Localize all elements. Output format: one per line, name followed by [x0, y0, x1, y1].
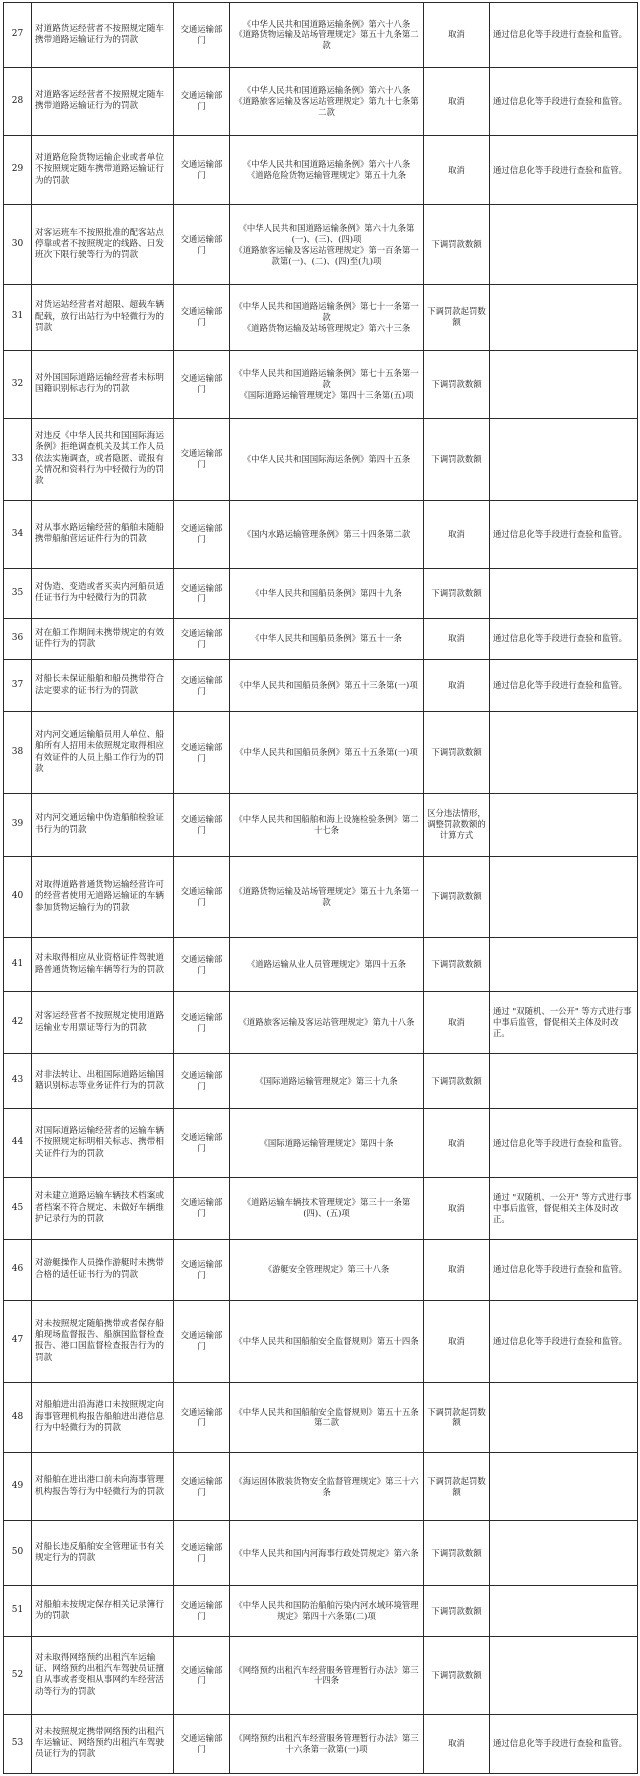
- legal-basis-cell: 《中华人民共和国船舶和海上设施检验条例》第二十七条: [230, 794, 424, 857]
- table-row: [4, 1453, 638, 1521]
- legal-basis-cell: 《网络预约出租汽车经营服务管理暂行办法》第三十四条: [230, 1637, 424, 1714]
- legal-basis-cell: 《网络预约出租汽车经营服务管理暂行办法》第三十六条第一款第(一)项: [230, 1714, 424, 1773]
- department-cell: 交通运输部门: [174, 1637, 230, 1714]
- row-number-cell: 39: [4, 794, 32, 857]
- department-cell: 交通运输部门: [174, 794, 230, 857]
- row-number-cell: 47: [4, 1300, 32, 1382]
- legal-basis-cell: 《中华人民共和国船舶安全监督规则》第五十五条第二款: [230, 1382, 424, 1452]
- legal-basis-cell: 《中华人民共和国国际海运条例》第四十五条: [230, 418, 424, 500]
- row-number-cell: 42: [4, 991, 32, 1054]
- row-number-cell: 38: [4, 712, 32, 794]
- legal-basis-cell: 《中华人民共和国道路运输条例》第七十五条第一款 《国际道路运输管理规定》第四十三条第(五)项: [230, 350, 424, 418]
- row-number-cell: 50: [4, 1521, 32, 1586]
- table-row: [4, 205, 638, 285]
- table-row: [4, 284, 638, 350]
- penalty-item-cell: 对伪造、变造或者买卖内河船员适任证书行为中轻微行为的罚款: [32, 568, 174, 618]
- department-cell: 交通运输部门: [174, 1453, 230, 1521]
- penalty-item-cell: 对外国国际道路运输经营者未标明国籍识别标志行为的罚款: [32, 350, 174, 418]
- table-row: [4, 1637, 638, 1714]
- penalty-item-cell: 对船舶进出沿海港口未按照规定向海事管理机构报告船舶进出港信息行为中轻微行为的罚款: [32, 1382, 174, 1452]
- supervision-measure-cell: 通过信息化等手段进行查验和监管。: [490, 3, 638, 68]
- row-number-cell: 48: [4, 1382, 32, 1452]
- legal-basis-cell: 《中华人民共和国船员条例》第五十一条: [230, 618, 424, 659]
- penalty-item-cell: 对内河交通运输船员用人单位、船舶所有人招用未依照规定取得相应有效证件的人员上船工作行为的罚款: [32, 712, 174, 794]
- penalty-item-cell: 对内河交通运输中伪造船舶检验证书行为的罚款: [32, 794, 174, 857]
- row-number-cell: 40: [4, 856, 32, 938]
- table-row: [4, 1382, 638, 1452]
- penalty-adjustment-table: [3, 2, 638, 1774]
- table-row: [4, 618, 638, 659]
- penalty-item-cell: 对客运经营者不按照规定使用道路运输业专用票证等行为的罚款: [32, 991, 174, 1054]
- row-number-cell: 37: [4, 659, 32, 711]
- department-cell: 交通运输部门: [174, 3, 230, 68]
- adjustment-method-cell: 取消: [424, 991, 490, 1054]
- penalty-item-cell: 对未取得网络预约出租汽车运输证、网络预约出租汽车驾驶员证擅自从事或者变相从事网约车经营活动等行为的罚款: [32, 1637, 174, 1714]
- table-row: [4, 1054, 638, 1109]
- department-cell: 交通运输部门: [174, 1108, 230, 1177]
- row-number-cell: 36: [4, 618, 32, 659]
- department-cell: 交通运输部门: [174, 712, 230, 794]
- legal-basis-cell: 《中华人民共和国道路运输条例》第六十八条 《道路旅客运输及客运站管理规定》第九十七条第二款: [230, 67, 424, 135]
- supervision-measure-cell: [490, 938, 638, 991]
- supervision-measure-cell: [490, 350, 638, 418]
- adjustment-method-cell: 下调罚款数额: [424, 350, 490, 418]
- legal-basis-cell: 《道路货物运输及站场管理规定》第五十九条第一款: [230, 856, 424, 938]
- department-cell: 交通运输部门: [174, 135, 230, 204]
- department-cell: 交通运输部门: [174, 1382, 230, 1452]
- legal-basis-cell: 《道路旅客运输及客运站管理规定》第九十八条: [230, 991, 424, 1054]
- department-cell: 交通运输部门: [174, 568, 230, 618]
- department-cell: 交通运输部门: [174, 1521, 230, 1586]
- adjustment-method-cell: 取消: [424, 659, 490, 711]
- penalty-item-cell: 对未按照规定携带网络预约出租汽车运输证、网络预约出租汽车驾驶员证行为的罚款: [32, 1714, 174, 1773]
- supervision-measure-cell: [490, 1382, 638, 1452]
- row-number-cell: 27: [4, 3, 32, 68]
- row-number-cell: 33: [4, 418, 32, 500]
- adjustment-method-cell: 取消: [424, 1714, 490, 1773]
- adjustment-method-cell: 取消: [424, 618, 490, 659]
- legal-basis-cell: 《中华人民共和国船员条例》第五十五条第(一)项: [230, 712, 424, 794]
- supervision-measure-cell: 通过信息化等手段进行查验和监管。: [490, 500, 638, 568]
- adjustment-method-cell: 取消: [424, 500, 490, 568]
- adjustment-method-cell: 下调罚款起罚数额: [424, 1453, 490, 1521]
- table-row: [4, 1586, 638, 1637]
- penalty-item-cell: 对从事水路运输经营的船舶未随船携带船舶营运证件行为的罚款: [32, 500, 174, 568]
- adjustment-method-cell: 下调罚款数额: [424, 418, 490, 500]
- legal-basis-cell: 《国际道路运输管理规定》第三十九条: [230, 1054, 424, 1109]
- supervision-measure-cell: [490, 856, 638, 938]
- row-number-cell: 44: [4, 1108, 32, 1177]
- department-cell: 交通运输部门: [174, 67, 230, 135]
- adjustment-method-cell: 取消: [424, 1239, 490, 1300]
- department-cell: 交通运输部门: [174, 205, 230, 285]
- department-cell: 交通运输部门: [174, 1300, 230, 1382]
- table-row: [4, 67, 638, 135]
- adjustment-method-cell: 下调罚款数额: [424, 712, 490, 794]
- department-cell: 交通运输部门: [174, 991, 230, 1054]
- legal-basis-cell: 《道路运输从业人员管理规定》第四十五条: [230, 938, 424, 991]
- department-cell: 交通运输部门: [174, 659, 230, 711]
- department-cell: 交通运输部门: [174, 618, 230, 659]
- supervision-measure-cell: 通过 "双随机、一公开" 等方式进行事中事后监管，督促相关主体及时改正。: [490, 1178, 638, 1239]
- penalty-item-cell: 对客运班车不按照批准的配客站点停靠或者不按照规定的线路、日发班次下限行驶等行为的罚款: [32, 205, 174, 285]
- table-row: [4, 1521, 638, 1586]
- supervision-measure-cell: 通过信息化等手段进行查验和监管。: [490, 659, 638, 711]
- row-number-cell: 28: [4, 67, 32, 135]
- supervision-measure-cell: 通过 "双随机、一公开" 等方式进行事中事后监管，督促相关主体及时改正。: [490, 991, 638, 1054]
- adjustment-method-cell: 下调罚款数额: [424, 856, 490, 938]
- legal-basis-cell: 《中华人民共和国防治船舶污染内河水域环境管理规定》第四十六条第(二)项: [230, 1586, 424, 1637]
- penalty-item-cell: 对国际道路运输经营者的运输车辆不按照规定标明相关标志、携带相关证件行为的罚款: [32, 1108, 174, 1177]
- legal-basis-cell: 《中华人民共和国道路运输条例》第六十八条 《道路危险货物运输管理规定》第五十九条: [230, 135, 424, 204]
- table-body: [4, 3, 638, 1774]
- department-cell: 交通运输部门: [174, 500, 230, 568]
- table-row: [4, 1239, 638, 1300]
- legal-basis-cell: 《中华人民共和国船员条例》第五十三条第(一)项: [230, 659, 424, 711]
- department-cell: 交通运输部门: [174, 1239, 230, 1300]
- table-row: [4, 135, 638, 204]
- row-number-cell: 52: [4, 1637, 32, 1714]
- adjustment-method-cell: 下调罚款数额: [424, 205, 490, 285]
- supervision-measure-cell: [490, 1054, 638, 1109]
- supervision-measure-cell: 通过信息化等手段进行查验和监管。: [490, 67, 638, 135]
- table-row: [4, 938, 638, 991]
- supervision-measure-cell: 通过信息化等手段进行查验和监管。: [490, 1300, 638, 1382]
- table-row: [4, 856, 638, 938]
- penalty-item-cell: 对货运站经营者对超限、超载车辆配载，放行出站行为中轻微行为的罚款: [32, 284, 174, 350]
- supervision-measure-cell: [490, 1586, 638, 1637]
- adjustment-method-cell: 下调罚款数额: [424, 568, 490, 618]
- legal-basis-cell: 《中华人民共和国船员条例》第四十九条: [230, 568, 424, 618]
- supervision-measure-cell: 通过信息化等手段进行查验和监管。: [490, 618, 638, 659]
- department-cell: 交通运输部门: [174, 1586, 230, 1637]
- row-number-cell: 41: [4, 938, 32, 991]
- penalty-item-cell: 对非法转让、出租国际道路运输国籍识别标志等业务证件行为的罚款: [32, 1054, 174, 1109]
- supervision-measure-cell: [490, 1521, 638, 1586]
- table-row: [4, 1714, 638, 1773]
- legal-basis-cell: 《中华人民共和国道路运输条例》第六十八条 《道路货物运输及站场管理规定》第五十九条第二款: [230, 3, 424, 68]
- table-row: [4, 659, 638, 711]
- legal-basis-cell: 《国内水路运输管理条例》第三十四条第二款: [230, 500, 424, 568]
- row-number-cell: 31: [4, 284, 32, 350]
- adjustment-method-cell: 取消: [424, 135, 490, 204]
- department-cell: 交通运输部门: [174, 1054, 230, 1109]
- department-cell: 交通运输部门: [174, 938, 230, 991]
- department-cell: 交通运输部门: [174, 1178, 230, 1239]
- supervision-measure-cell: [490, 568, 638, 618]
- supervision-measure-cell: 通过信息化等手段进行查验和监管。: [490, 1108, 638, 1177]
- row-number-cell: 34: [4, 500, 32, 568]
- penalty-item-cell: 对道路危险货物运输企业或者单位不按照规定随车携带道路运输证行为的罚款: [32, 135, 174, 204]
- supervision-measure-cell: 通过信息化等手段进行查验和监管。: [490, 1714, 638, 1773]
- penalty-item-cell: 对未取得相应从业资格证件驾驶道路普通货物运输车辆等行为的罚款: [32, 938, 174, 991]
- adjustment-method-cell: 下调罚款起罚数额: [424, 1382, 490, 1452]
- legal-basis-cell: 《中华人民共和国船舶安全监督规则》第五十四条: [230, 1300, 424, 1382]
- table-row: [4, 794, 638, 857]
- row-number-cell: 30: [4, 205, 32, 285]
- adjustment-method-cell: 下调罚款数额: [424, 1637, 490, 1714]
- adjustment-method-cell: 取消: [424, 3, 490, 68]
- supervision-measure-cell: 通过信息化等手段进行查验和监管。: [490, 1239, 638, 1300]
- adjustment-method-cell: 取消: [424, 1178, 490, 1239]
- table-row: [4, 350, 638, 418]
- row-number-cell: 51: [4, 1586, 32, 1637]
- table-row: [4, 568, 638, 618]
- adjustment-method-cell: 取消: [424, 1300, 490, 1382]
- adjustment-method-cell: 下调罚款数额: [424, 938, 490, 991]
- department-cell: 交通运输部门: [174, 1714, 230, 1773]
- legal-basis-cell: 《国际道路运输管理规定》第四十条: [230, 1108, 424, 1177]
- legal-basis-cell: 《中华人民共和国道路运输条例》第七十一条第一款 《道路货物运输及站场管理规定》第六十三条: [230, 284, 424, 350]
- supervision-measure-cell: [490, 794, 638, 857]
- table-row: [4, 991, 638, 1054]
- penalty-item-cell: 对船舶未按规定保存相关记录簿行为的罚款: [32, 1586, 174, 1637]
- supervision-measure-cell: [490, 1637, 638, 1714]
- supervision-measure-cell: 通过信息化等手段进行查验和监管。: [490, 135, 638, 204]
- penalty-item-cell: 对在船工作期间未携带规定的有效证件行为的罚款: [32, 618, 174, 659]
- legal-basis-cell: 《中华人民共和国道路运输条例》第六十九条第(一)、(三)、(四)项 《道路旅客运输及客运站管理规定》第一百条第一款第(一)、(二)、(四)至(九)项: [230, 205, 424, 285]
- adjustment-method-cell: 下调罚款起罚数额: [424, 284, 490, 350]
- department-cell: 交通运输部门: [174, 418, 230, 500]
- table-row: [4, 500, 638, 568]
- department-cell: 交通运输部门: [174, 350, 230, 418]
- supervision-measure-cell: [490, 284, 638, 350]
- adjustment-method-cell: 取消: [424, 67, 490, 135]
- adjustment-method-cell: 下调罚款数额: [424, 1586, 490, 1637]
- penalty-item-cell: 对船舶在进出港口前未向海事管理机构报告等行为中轻微行为的罚款: [32, 1453, 174, 1521]
- row-number-cell: 35: [4, 568, 32, 618]
- supervision-measure-cell: [490, 205, 638, 285]
- supervision-measure-cell: [490, 418, 638, 500]
- row-number-cell: 43: [4, 1054, 32, 1109]
- table-row: [4, 1108, 638, 1177]
- table-row: [4, 3, 638, 68]
- supervision-measure-cell: [490, 712, 638, 794]
- table-row: [4, 1300, 638, 1382]
- supervision-measure-cell: [490, 1453, 638, 1521]
- row-number-cell: 32: [4, 350, 32, 418]
- adjustment-method-cell: 下调罚款数额: [424, 1521, 490, 1586]
- legal-basis-cell: 《海运固体散装货物安全监督管理规定》第三十六条: [230, 1453, 424, 1521]
- adjustment-method-cell: 区分违法情形，调整罚款数额的计算方式: [424, 794, 490, 857]
- penalty-item-cell: 对游艇操作人员操作游艇时未携带合格的适任证书行为的罚款: [32, 1239, 174, 1300]
- legal-basis-cell: 《游艇安全管理规定》第三十八条: [230, 1239, 424, 1300]
- penalty-item-cell: 对未建立道路运输车辆技术档案或者档案不符合规定、未做好车辆维护记录行为的罚款: [32, 1178, 174, 1239]
- table-row: [4, 1178, 638, 1239]
- legal-basis-cell: 《道路运输车辆技术管理规定》第三十一条第(四)、(五)项: [230, 1178, 424, 1239]
- adjustment-method-cell: 下调罚款数额: [424, 1054, 490, 1109]
- penalty-item-cell: 对取得道路普通货物运输经营许可的经营者使用无道路运输证的车辆参加货物运输行为的罚款: [32, 856, 174, 938]
- row-number-cell: 49: [4, 1453, 32, 1521]
- penalty-item-cell: 对道路货运经营者不按照规定随车携带道路运输证行为的罚款: [32, 3, 174, 68]
- penalty-item-cell: 对船长违反船舶安全管理证书有关规定行为的罚款: [32, 1521, 174, 1586]
- department-cell: 交通运输部门: [174, 856, 230, 938]
- row-number-cell: 29: [4, 135, 32, 204]
- row-number-cell: 46: [4, 1239, 32, 1300]
- penalty-item-cell: 对船长未保证船舶和船员携带符合法定要求的证书行为的罚款: [32, 659, 174, 711]
- adjustment-method-cell: 取消: [424, 1108, 490, 1177]
- penalty-item-cell: 对未按照规定随船携带或者保存船舶现场监督报告、船旗国监督检查报告、港口国监督检查报告行为的罚款: [32, 1300, 174, 1382]
- row-number-cell: 45: [4, 1178, 32, 1239]
- penalty-item-cell: 对道路客运经营者不按照规定随车携带道路运输证行为的罚款: [32, 67, 174, 135]
- row-number-cell: 53: [4, 1714, 32, 1773]
- penalty-item-cell: 对违反《中华人民共和国国际海运条例》拒绝调查机关及其工作人员依法实施调查，或者隐匿、谎报有关情况和资料行为中轻微行为的罚款: [32, 418, 174, 500]
- table-row: [4, 712, 638, 794]
- department-cell: 交通运输部门: [174, 284, 230, 350]
- table-row: [4, 418, 638, 500]
- legal-basis-cell: 《中华人民共和国内河海事行政处罚规定》第六条: [230, 1521, 424, 1586]
